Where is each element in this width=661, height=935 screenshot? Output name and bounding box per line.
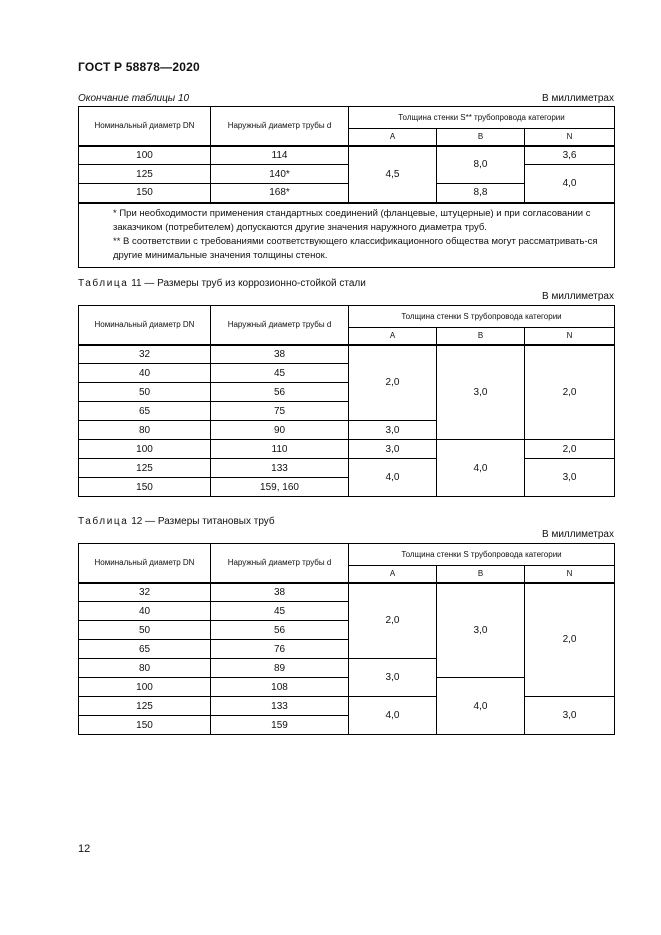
col-header-d: Наружный диаметр трубы d xyxy=(211,306,349,345)
table10-units: В миллиметрах xyxy=(542,93,614,104)
table12-units: В миллиметрах xyxy=(542,529,614,540)
col-header-wall: Толщина стенки S трубопровода категории xyxy=(349,306,615,328)
cell-d: 56 xyxy=(211,383,349,402)
table-row xyxy=(79,345,615,364)
table-12 xyxy=(78,543,615,735)
cell-dn: 100 xyxy=(79,678,211,697)
cell-cat-a: 4,5 xyxy=(349,146,437,203)
cell-cat-a: 3,0 xyxy=(349,421,437,440)
cell-d: 38 xyxy=(211,583,349,602)
cell-dn: 32 xyxy=(79,345,211,364)
col-header-dn: Номинальный диаметр DN xyxy=(79,544,211,583)
cell-cat-b: 3,0 xyxy=(437,345,525,440)
cell-cat-a: 3,0 xyxy=(349,659,437,697)
col-header-d: Наружный диаметр трубы d xyxy=(211,107,349,146)
cell-dn: 150 xyxy=(79,478,211,497)
cell-cat-b: 4,0 xyxy=(437,440,525,497)
table-row xyxy=(79,146,615,165)
cell-cat-n: 2,0 xyxy=(525,583,615,697)
cell-cat-a: 2,0 xyxy=(349,345,437,421)
cell-d: 110 xyxy=(211,440,349,459)
col-header-cat-b: B xyxy=(437,566,525,583)
col-header-wall: Толщина стенки S** трубопровода категории xyxy=(349,107,615,129)
cell-dn: 50 xyxy=(79,383,211,402)
col-header-wall: Толщина стенки S трубопровода категории xyxy=(349,544,615,566)
cell-d: 168* xyxy=(211,184,349,203)
table12-caption-title: 12 — Размеры титановых труб xyxy=(131,516,275,527)
cell-d: 89 xyxy=(211,659,349,678)
table-row xyxy=(79,459,615,478)
cell-dn: 80 xyxy=(79,421,211,440)
cell-cat-n: 3,6 xyxy=(525,146,615,165)
cell-cat-b: 8,0 xyxy=(437,146,525,184)
col-header-dn: Номинальный диаметр DN xyxy=(79,107,211,146)
cell-d: 75 xyxy=(211,402,349,421)
col-header-cat-n: N xyxy=(525,328,615,345)
cell-cat-n: 3,0 xyxy=(525,697,615,735)
col-header-cat-b: B xyxy=(437,328,525,345)
cell-dn: 150 xyxy=(79,184,211,203)
cell-d: 159, 160 xyxy=(211,478,349,497)
table-row xyxy=(79,697,615,716)
cell-d: 76 xyxy=(211,640,349,659)
cell-cat-n: 2,0 xyxy=(525,440,615,459)
cell-d: 133 xyxy=(211,697,349,716)
footnote-1: * При необходимости применения стандартных соединений (фланцевые, штуцерные) и при согласовании с заказчиком (потребителем) допускаются другие значения наружного диаметра труб. xyxy=(113,207,591,233)
cell-d: 114 xyxy=(211,146,349,165)
cell-dn: 125 xyxy=(79,165,211,184)
cell-dn: 65 xyxy=(79,402,211,421)
cell-cat-a: 4,0 xyxy=(349,459,437,497)
cell-dn: 100 xyxy=(79,146,211,165)
cell-cat-a: 3,0 xyxy=(349,440,437,459)
cell-dn: 80 xyxy=(79,659,211,678)
table-row xyxy=(79,165,615,184)
cell-d: 45 xyxy=(211,364,349,383)
table11-units: В миллиметрах xyxy=(542,291,614,302)
table10-caption: Окончание таблицы 10 xyxy=(78,93,190,104)
table-10 xyxy=(78,106,615,268)
col-header-cat-b: B xyxy=(437,129,525,146)
cell-d: 140* xyxy=(211,165,349,184)
cell-dn: 40 xyxy=(79,364,211,383)
table-row xyxy=(79,583,615,602)
cell-d: 108 xyxy=(211,678,349,697)
table12-caption xyxy=(78,516,275,527)
table11-caption-label: Таблица xyxy=(78,278,129,289)
cell-dn: 100 xyxy=(79,440,211,459)
cell-d: 90 xyxy=(211,421,349,440)
cell-cat-b: 3,0 xyxy=(437,583,525,678)
col-header-dn: Номинальный диаметр DN xyxy=(79,306,211,345)
cell-dn: 65 xyxy=(79,640,211,659)
cell-cat-n: 2,0 xyxy=(525,345,615,440)
cell-cat-b: 4,0 xyxy=(437,678,525,735)
table-row xyxy=(79,440,615,459)
table11-caption-title: 11 — Размеры труб из коррозионно-стойкой стали xyxy=(131,278,366,289)
table12-caption-label: Таблица xyxy=(78,516,129,527)
document-header: ГОСТ Р 58878—2020 xyxy=(78,60,200,74)
cell-dn: 150 xyxy=(79,716,211,735)
table10-footnotes xyxy=(79,203,615,268)
cell-dn: 32 xyxy=(79,583,211,602)
page-number: 12 xyxy=(78,843,91,855)
cell-cat-n: 3,0 xyxy=(525,459,615,497)
cell-cat-a: 2,0 xyxy=(349,583,437,659)
cell-dn: 50 xyxy=(79,621,211,640)
cell-d: 45 xyxy=(211,602,349,621)
cell-d: 56 xyxy=(211,621,349,640)
cell-dn: 125 xyxy=(79,459,211,478)
cell-cat-n: 4,0 xyxy=(525,165,615,203)
col-header-cat-n: N xyxy=(525,129,615,146)
footnote-2: ** В соответствии с требованиями соответствующего классификационного общества могут рассматривать-ся другие минимальные значения толщины стенок. xyxy=(113,235,598,261)
cell-cat-b: 8,8 xyxy=(437,184,525,203)
cell-cat-a: 4,0 xyxy=(349,697,437,735)
cell-d: 159 xyxy=(211,716,349,735)
table11-caption xyxy=(78,278,366,289)
col-header-cat-a: A xyxy=(349,129,437,146)
cell-d: 38 xyxy=(211,345,349,364)
cell-d: 133 xyxy=(211,459,349,478)
col-header-cat-a: A xyxy=(349,328,437,345)
col-header-cat-n: N xyxy=(525,566,615,583)
col-header-d: Наружный диаметр трубы d xyxy=(211,544,349,583)
cell-dn: 125 xyxy=(79,697,211,716)
cell-dn: 40 xyxy=(79,602,211,621)
col-header-cat-a: A xyxy=(349,566,437,583)
table-11 xyxy=(78,305,615,497)
